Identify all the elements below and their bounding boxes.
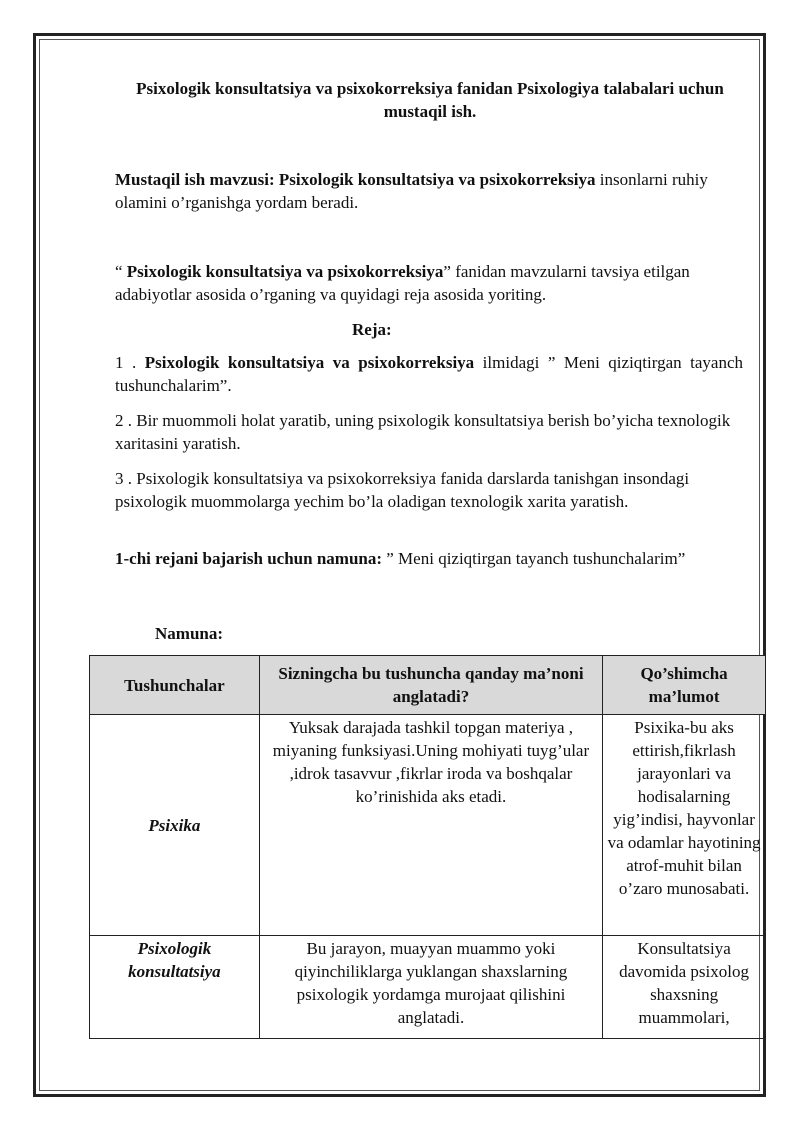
- sample-text: ” Meni qiziqtirgan tayanch tushunchalarim”: [382, 549, 686, 568]
- meaning-cell: Yuksak darajada tashkil topgan materiya , miyaning funksiyasi.Uning mohiyati tuyg’ular ,idrok tasavvur ,fikrlar iroda va boshqalar ko’rinishida aks etadi.: [259, 715, 602, 936]
- plan-heading: Reja:: [352, 320, 392, 339]
- term-cell: Psixologik konsultatsiya: [90, 936, 260, 1039]
- plan-item-text: ilmidagi ” Meni qiziqtirgan tayanch tushunchalarim”.: [115, 353, 744, 395]
- table-row: [90, 936, 766, 1039]
- intro-paragraph: [115, 260, 755, 306]
- plan-item-2: [115, 409, 743, 455]
- sample-label: 1-chi rejani bajarish uchun namuna:: [115, 549, 383, 568]
- plan-item-number: 3 .: [115, 469, 137, 488]
- topic-text: insonlarni ruhiy olamini o’rganishga yordam beradi.: [115, 170, 708, 212]
- intro-open-quote: “: [115, 262, 127, 281]
- sample-paragraph: [115, 547, 743, 570]
- meaning-cell: Bu jarayon, muayyan muammo yoki qiyinchiliklarga yuklangan shaxslarning psixologik yordamga murojaat qilishini anglatadi.: [259, 936, 602, 1039]
- plan-item-text: Psixologik konsultatsiya va psixokorreksiya fanida darslarda tanishgan insondagi psixologik muommolarga yechim bo’la oladigan texnologik xarita yaratish.: [115, 469, 690, 511]
- term-cell: Psixika: [90, 715, 260, 936]
- namuna-label: Namuna:: [155, 624, 224, 643]
- concepts-table: [89, 655, 766, 1039]
- plan-item-number: 1 .: [115, 353, 145, 372]
- table-row: [90, 715, 766, 936]
- plan-item-bold: Psixologik konsultatsiya va psixokorreksiya: [144, 353, 475, 372]
- table-header-cell: Qo’shimcha ma’lumot: [603, 656, 766, 715]
- extra-cell: Konsultatsiya davomida psixolog shaxsning muammolari,: [603, 936, 766, 1039]
- table-header-row: [90, 656, 766, 715]
- extra-cell: Psixika-bu aks ettirish,fikrlash jarayonlari va hodisalarning yig’indisi, hayvonlar va odamlar hayotining atrof-muhit bilan o’zaro munosabati.: [603, 715, 766, 936]
- intro-text: ” fanidan mavzularni tavsiya etilgan adabiyotlar asosida o’rganing va quyidagi reja asosida yoriting.: [115, 262, 690, 304]
- intro-subject: Psixologik konsultatsiya va psixokorreksiya: [126, 262, 444, 281]
- document-title: Psixologik konsultatsiya va psixokorreksiya fanidan Psixologiya talabalari uchun mustaqil ish.: [136, 79, 724, 121]
- plan-item-1: [115, 351, 743, 397]
- topic-paragraph: [115, 168, 755, 214]
- topic-label: Mustaqil ish mavzusi: Psixologik konsultatsiya va psixokorreksiya: [115, 170, 596, 189]
- table-header-cell: Sizningcha bu tushuncha qanday ma’noni anglatadi?: [259, 656, 602, 715]
- plan-item-number: 2 .: [115, 411, 137, 430]
- plan-item-3: [115, 467, 743, 513]
- table-header-cell: Tushunchalar: [90, 656, 260, 715]
- plan-item-text: Bir muommoli holat yaratib, uning psixologik konsultatsiya berish bo’yicha texnologik xaritasini yaratish.: [115, 411, 731, 453]
